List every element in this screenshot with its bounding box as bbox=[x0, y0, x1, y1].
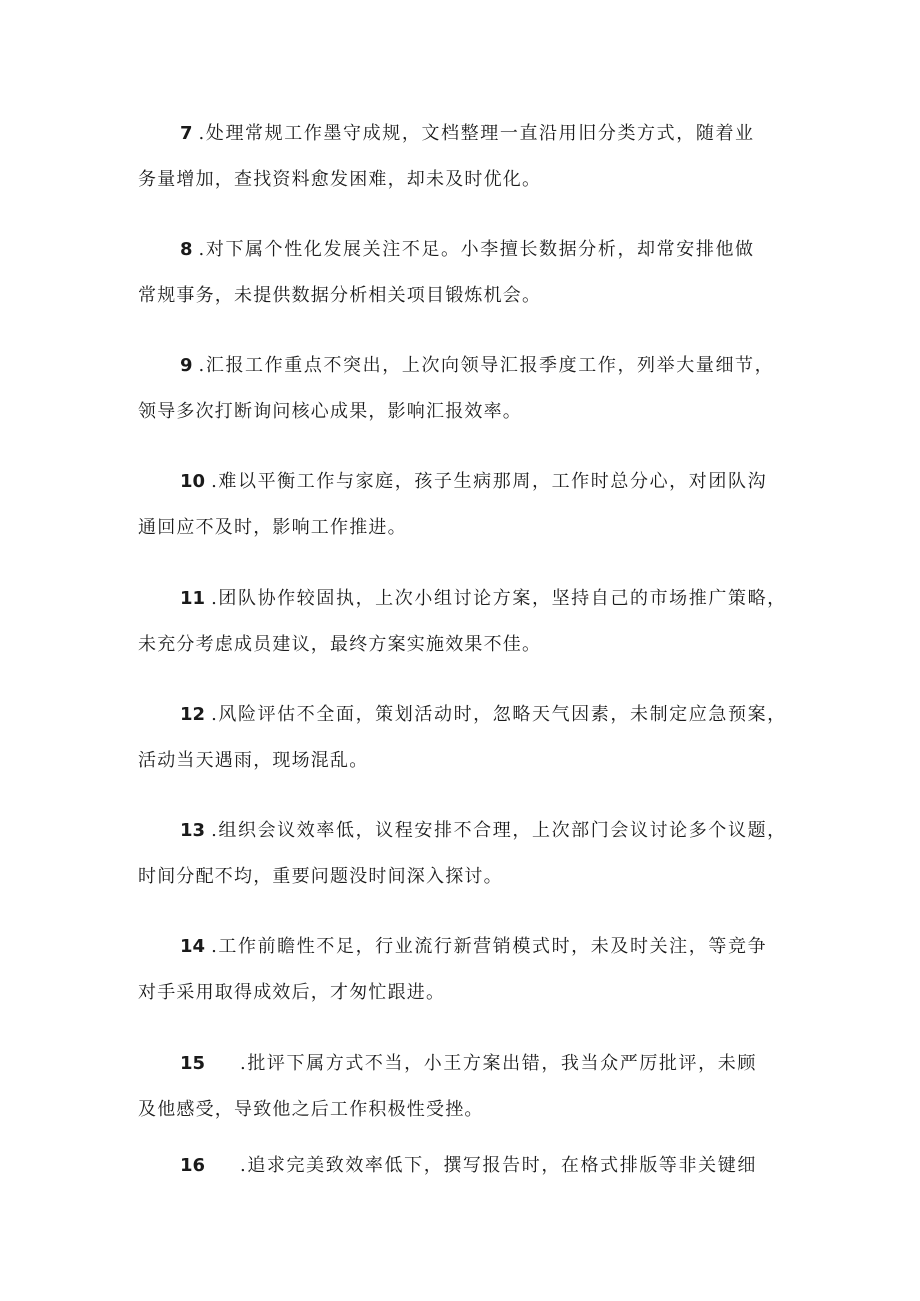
list-item bbox=[138, 459, 788, 551]
item-text: .汇报工作重点不突出，上次向领导汇报季度工作，列举大量细节， bbox=[198, 355, 775, 376]
item-number: 7 bbox=[180, 123, 193, 144]
item-text: .处理常规工作墨守成规，文档整理一直沿用旧分类方式，随着业 bbox=[198, 123, 755, 144]
item-first-line bbox=[138, 111, 788, 157]
list-item bbox=[138, 576, 788, 668]
item-text: .追求完美致效率低下，撰写报告时，在格式排版等非关键细 bbox=[240, 1155, 757, 1176]
item-number: 15 bbox=[180, 1053, 206, 1074]
item-first-line bbox=[138, 227, 788, 273]
list-item bbox=[138, 227, 788, 319]
item-text: .工作前瞻性不足，行业流行新营销模式时，未及时关注，等竞争 bbox=[211, 936, 768, 957]
item-first-line bbox=[138, 924, 788, 970]
item-number: 9 bbox=[180, 355, 193, 376]
item-text: .批评下属方式不当，小王方案出错，我当众严厉批评，未顾 bbox=[240, 1053, 757, 1074]
item-number: 8 bbox=[180, 239, 193, 260]
item-continuation-line: 领导多次打断询问核心成果，影响汇报效率。 bbox=[138, 401, 522, 422]
item-continuation-line: 通回应不及时，影响工作推进。 bbox=[138, 517, 407, 538]
item-number: 14 bbox=[180, 936, 206, 957]
item-continuation-line: 时间分配不均，重要问题没时间深入探讨。 bbox=[138, 866, 503, 887]
item-text: .团队协作较固执，上次小组讨论方案，坚持自己的市场推广策略， bbox=[211, 588, 787, 609]
list-item bbox=[138, 1143, 788, 1189]
item-first-line bbox=[138, 1143, 788, 1189]
item-number: 10 bbox=[180, 471, 206, 492]
item-first-line bbox=[138, 576, 788, 622]
list-item bbox=[138, 343, 788, 435]
item-number: 13 bbox=[180, 820, 206, 841]
item-first-line bbox=[138, 1041, 788, 1087]
item-text: .对下属个性化发展关注不足。小李擅长数据分析，却常安排他做 bbox=[198, 239, 755, 260]
list-item bbox=[138, 692, 788, 784]
item-text: .组织会议效率低，议程安排不合理，上次部门会议讨论多个议题， bbox=[211, 820, 787, 841]
item-text: .风险评估不全面，策划活动时，忽略天气因素，未制定应急预案， bbox=[211, 704, 787, 725]
item-continuation-line: 及他感受，导致他之后工作积极性受挫。 bbox=[138, 1099, 484, 1120]
item-first-line bbox=[138, 692, 788, 738]
item-first-line bbox=[138, 808, 788, 854]
item-continuation-line: 未充分考虑成员建议，最终方案实施效果不佳。 bbox=[138, 634, 542, 655]
item-first-line bbox=[138, 343, 788, 389]
item-number: 16 bbox=[180, 1155, 206, 1176]
list-item bbox=[138, 808, 788, 900]
item-continuation-line: 常规事务，未提供数据分析相关项目锻炼机会。 bbox=[138, 285, 542, 306]
item-continuation-line: 对手采用取得成效后，才匆忙跟进。 bbox=[138, 982, 446, 1003]
item-number: 12 bbox=[180, 704, 206, 725]
list-item bbox=[138, 1041, 788, 1133]
item-continuation-line: 务量增加，查找资料愈发困难，却未及时优化。 bbox=[138, 169, 542, 190]
item-text: .难以平衡工作与家庭，孩子生病那周，工作时总分心，对团队沟 bbox=[211, 471, 768, 492]
item-number: 11 bbox=[180, 588, 206, 609]
list-item bbox=[138, 111, 788, 203]
item-continuation-line: 活动当天遇雨，现场混乱。 bbox=[138, 750, 369, 771]
item-first-line bbox=[138, 459, 788, 505]
list-item bbox=[138, 924, 788, 1016]
